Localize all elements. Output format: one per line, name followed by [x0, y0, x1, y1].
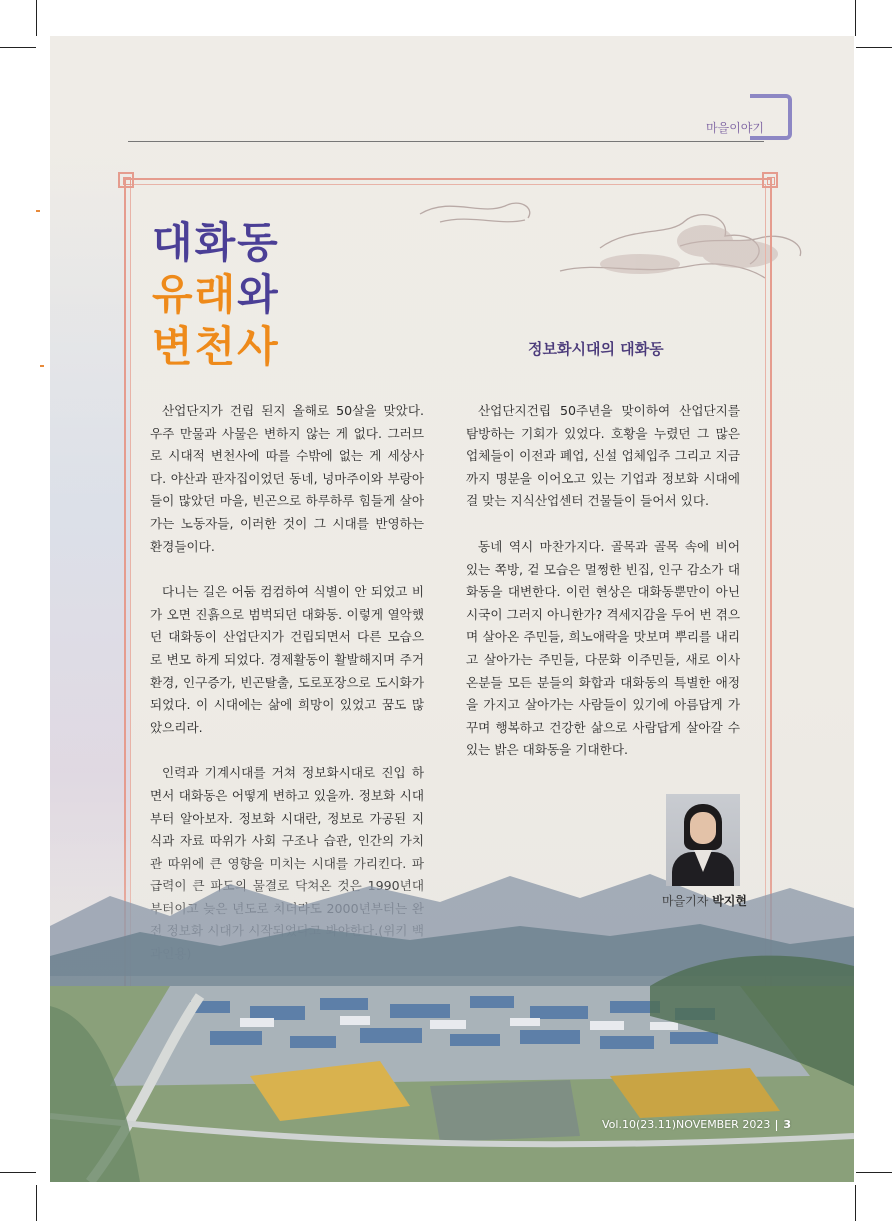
title-line-2-suffix: 와	[237, 270, 280, 319]
header-rule	[128, 141, 764, 142]
page-footer	[602, 1118, 791, 1131]
frame-corner-ornament	[762, 172, 778, 188]
page-number: 3	[783, 1118, 791, 1131]
crop-mark	[0, 47, 36, 48]
crop-mark	[0, 1172, 36, 1173]
author-photo	[666, 794, 740, 886]
paragraph: 동네 역시 마찬가지다. 골목과 골목 속에 비어 있는 쪽방, 겉 모습은 멀쩡한 빈집, 인구 감소가 대화동을 대변한다. 이런 현상은 대화동뿐만이 아닌 시국이 그러지 아니한가? 격세지감을 두어 번 겪으며 살아온 주민들, 희노애락을 맛보며 뿌리를 내리고 살아가는 주민들, 다문화 이주민들, 새로 이사 온분들 모든 분들의 화합과 대화동의 특별한 애정을 가지고 살아가는 사람들이 있기에 아름답게 가꾸며 행복하고 건강한 삶으로 사람답게 살아갈 수 있는 밝은 대화동을 기대한다.	[466, 538, 741, 758]
body-column-right	[466, 400, 740, 785]
crop-mark	[855, 0, 856, 36]
crop-mark	[856, 1172, 892, 1173]
magazine-page	[50, 36, 854, 1182]
subtitle: 정보화시대의 대화동	[528, 340, 664, 358]
paragraph: 인력과 기계시대를 거쳐 정보화시대로 진입 하면서 대화동은 어떻게 변하고 있을까. 정보화 시대부터 알아보자. 정보화 시대란, 정보로 가공된 지	[150, 765, 424, 826]
paragraph: 다니는 길은 어둠 컴컴하여 식별이 안 되었고 비가 오면 진흙으로 범벅되던 대화동. 이렇게 열악했던 대화동이 산업단지가 건립되면서 다른 모습으로 변모 하게 되었다. 경제활동이 활발해지며 주거환경, 인구증가, 빈곤탈출, 도로포장으로 도시화가 되었다. 이 시대에는 삶에 희망이 있었고 꿈도 많았으리라.	[150, 584, 424, 735]
author-name: 박지현	[712, 894, 747, 908]
bleed-mark	[36, 210, 40, 212]
title-line-2	[152, 262, 280, 322]
crop-mark	[856, 47, 892, 48]
author-role: 마을기자	[662, 894, 709, 908]
section-tag: 마을이야기	[706, 121, 764, 135]
issue-info: Vol.10(23.11)NOVEMBER 2023	[602, 1118, 771, 1131]
title-line-3: 변천사	[152, 322, 280, 371]
frame-corner-ornament	[118, 172, 134, 188]
bleed-mark	[40, 365, 44, 367]
paragraph: 산업단지건립 50주년을 맞이하여 산업단지를 탐방하는 기회가 있었다. 호황을 누렸던 그 많은 업체들이 이전과 폐업, 신설 업체입주 그리고 지금까지 명분을 이어오고 있는 기업과 정보화 시대에 걸 맞는 지식산업센터 건물들이 들어서 있다.	[466, 403, 740, 509]
title-line-2-highlight: 유래	[152, 270, 238, 319]
title-line-1: 대화동	[152, 218, 280, 267]
author-caption	[662, 892, 747, 909]
crop-mark	[855, 1185, 856, 1221]
paragraph: 산업단지가 건립 된지 올해로 50살을 맞았다. 우주 만물과 사물은 변하지 않는 게 없다. 그러므로 시대적 변천사에 따를 수밖에 없는 게 세상사다. 야산과 판자집이었던 동네, 넝마주이와 부랑아들이 많았던 마을, 빈곤으로 하루하루 힘들게 살아가는 노동자들, 이러한 것이 그 시대를 반영하는 환경들이다.	[150, 403, 424, 554]
crop-mark	[36, 1185, 37, 1221]
crop-mark	[36, 0, 37, 36]
